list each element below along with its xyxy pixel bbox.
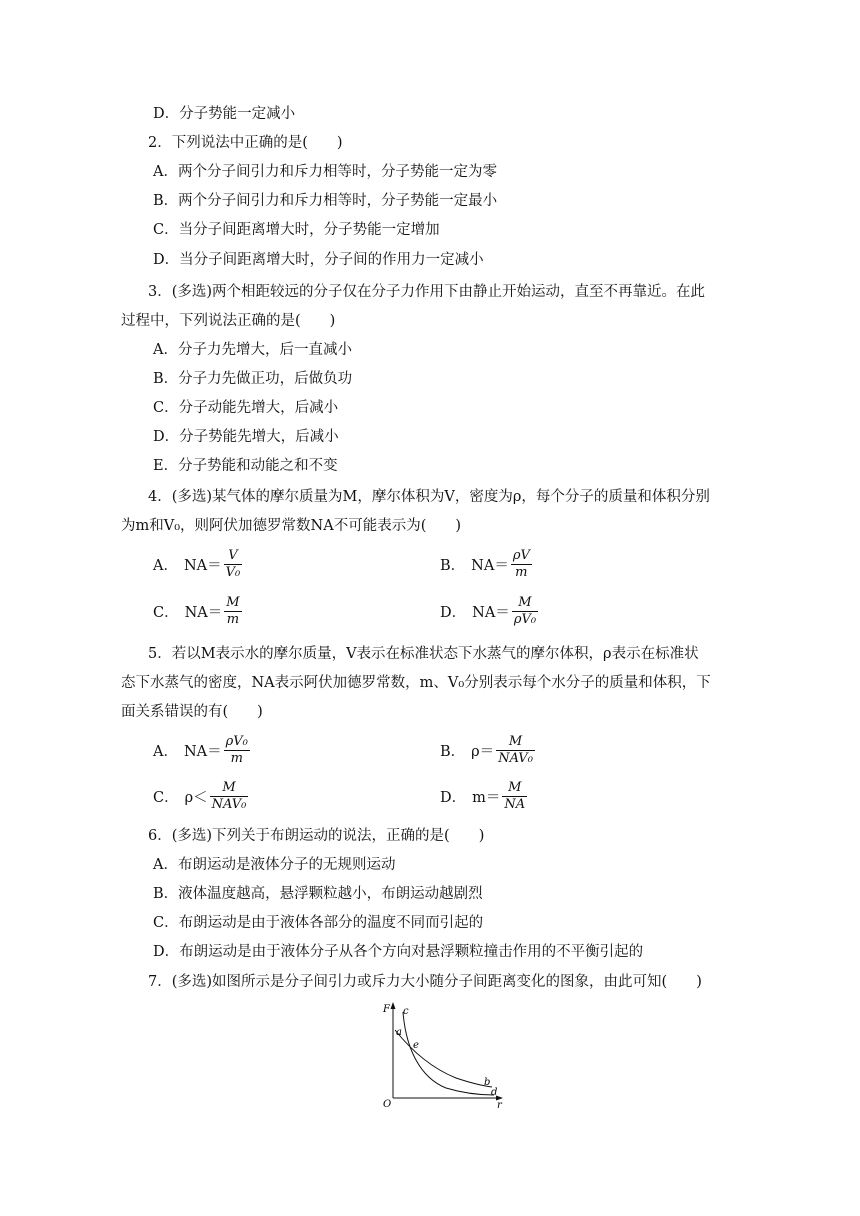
graph-y-arrow xyxy=(391,1002,396,1009)
q3-option-c: C．分子动能先增大，后减小 xyxy=(153,400,339,416)
q5-option-b: B． ρ＝ $\frac{M}{\text{NAV₀}}$ xyxy=(440,734,533,766)
q6-option-d: D．布朗运动是由于液体分子从各个方向对悬浮颗粒撞击作用的不平衡引起的 xyxy=(153,944,644,960)
label-b: b xyxy=(484,1077,491,1088)
q6-option-a: A．布朗运动是液体分子的无规则运动 xyxy=(153,857,396,873)
question-7: 7．(多选)如图所示是分子间引力或斥力大小随分子间距离变化的图象，由此可知( ) xyxy=(148,974,702,990)
question-3: 3．(多选)两个相距较远的分子仅在分子力作用下由静止开始运动，直至不再靠近。在此 xyxy=(148,284,706,300)
q4-option-c: C． NA＝ $\frac{M}{m}$ xyxy=(153,595,240,627)
label-r: r xyxy=(497,1100,502,1111)
curve-ab xyxy=(395,1030,492,1087)
label-c: c xyxy=(403,1006,409,1017)
label-O: O xyxy=(383,1099,392,1110)
question-5-cont-1: 态下水蒸气的密度，NA表示阿伏加德罗常数，m、V₀分别表示每个水分子的质量和体积，下 xyxy=(121,675,711,691)
q2-option-c: C．当分子间距离增大时，分子势能一定增加 xyxy=(153,222,440,238)
label-a: a xyxy=(396,1027,402,1038)
q2-option-d: D．当分子间距离增大时，分子间的作用力一定减小 xyxy=(153,252,484,268)
q2-option-a: A．两个分子间引力和斥力相等时，分子势能一定为零 xyxy=(153,164,497,180)
q6-option-b: B．液体温度越高，悬浮颗粒越小，布朗运动越剧烈 xyxy=(153,886,483,902)
q2-option-b: B．两个分子间引力和斥力相等时，分子势能一定最小 xyxy=(153,193,498,209)
question-3-cont: 过程中，下列说法正确的是( ) xyxy=(121,313,336,329)
q3-option-b: B．分子力先做正功，后做负功 xyxy=(153,371,353,387)
q5-option-c: C． ρ＜ $\frac{M}{\text{NAV₀}}$ xyxy=(153,780,247,812)
question-4-cont: 为m和V₀，则阿伏加德罗常数NA不可能表示为( ) xyxy=(121,518,462,534)
q5-option-a: A． NA＝ $\frac{\text{ρV₀}}{m}$ xyxy=(153,734,248,766)
question-5-cont-2: 面关系错误的有( ) xyxy=(121,704,263,720)
q4-option-a: A． NA＝ $\frac{V}{\text{V₀}}$ xyxy=(153,548,241,580)
question-6: 6．(多选)下列关于布朗运动的说法，正确的是( ) xyxy=(148,828,485,844)
label-e: e xyxy=(413,1040,419,1051)
force-distance-graph xyxy=(376,1000,511,1112)
label-d: d xyxy=(491,1087,498,1098)
question-5: 5．若以M表示水的摩尔质量，V表示在标准状态下水蒸气的摩尔体积，ρ表示在标准状 xyxy=(148,646,699,662)
q1-option-d: D．分子势能一定减小 xyxy=(153,106,296,122)
q3-option-a: A．分子力先增大，后一直减小 xyxy=(153,342,352,358)
label-F: F xyxy=(383,1004,390,1015)
q6-option-c: C．布朗运动是由于液体各部分的温度不同而引起的 xyxy=(153,915,484,931)
q5-option-d: D． m＝ $\frac{M}{NA}$ xyxy=(440,780,526,812)
q4-option-b: B． NA＝ $\frac{\rho V}{m}$ xyxy=(440,548,530,580)
q3-option-d: D．分子势能先增大，后减小 xyxy=(153,429,339,445)
q3-option-e: E．分子势能和动能之和不变 xyxy=(153,458,338,474)
question-4: 4．(多选)某气体的摩尔质量为M，摩尔体积为V，密度为ρ，每个分子的质量和体积分别 xyxy=(148,489,710,505)
question-2: 2．下列说法中正确的是( ) xyxy=(148,135,343,151)
q4-option-d: D． NA＝ $\frac{M}{\text{ρV₀}}$ xyxy=(440,595,537,627)
